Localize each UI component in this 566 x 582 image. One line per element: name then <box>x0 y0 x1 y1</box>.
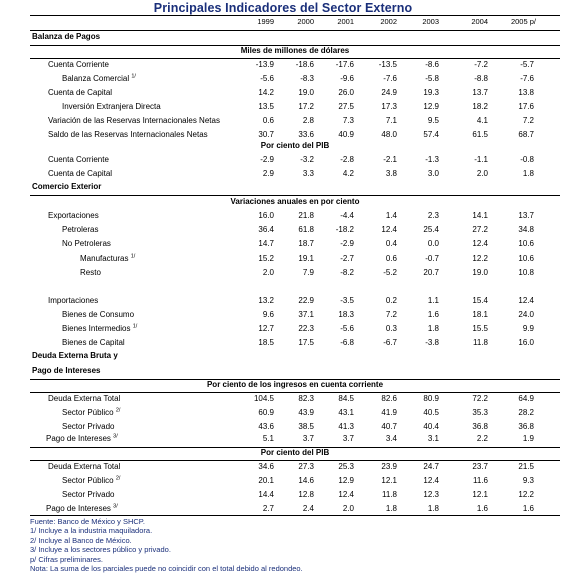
row-label-text: Bienes de Capital <box>62 338 125 347</box>
row-label <box>48 169 112 178</box>
value-cell: 2.0 <box>342 504 354 513</box>
value-cell: 20.1 <box>258 476 274 485</box>
row-label-text: Bienes de Consumo <box>62 310 135 319</box>
value-cell: 16.0 <box>518 338 534 347</box>
row-label <box>62 422 114 431</box>
value-cell: 25.4 <box>423 225 439 234</box>
value-cell: 27.5 <box>338 102 354 111</box>
subheader-ingresos: Por ciento de los ingresos en cuenta corriente <box>206 380 384 389</box>
row-label-text: Cuenta de Capital <box>48 88 113 97</box>
value-cell: 1.9 <box>522 434 534 443</box>
value-cell: 40.5 <box>423 408 439 417</box>
value-cell: 12.4 <box>338 490 354 499</box>
footnote-line: 1/ Incluye a la industria maquiladora. <box>30 526 153 536</box>
value-cell: 9.5 <box>427 116 439 125</box>
value-cell: 64.9 <box>518 394 534 403</box>
value-cell: 22.9 <box>298 296 314 305</box>
row-label <box>62 239 111 248</box>
top-rule <box>30 15 560 16</box>
value-cell: 0.4 <box>385 239 397 248</box>
value-cell: 12.4 <box>518 296 534 305</box>
value-cell: -8.8 <box>474 74 488 83</box>
row-label-text: Resto <box>80 268 101 277</box>
value-cell: 12.9 <box>338 476 354 485</box>
subheader-pib-2: Por ciento del PIB <box>260 448 330 457</box>
value-cell: 18.5 <box>258 338 274 347</box>
row-label <box>62 310 134 319</box>
value-cell: 48.0 <box>381 130 397 139</box>
value-cell: 12.4 <box>381 225 397 234</box>
value-cell: -5.6 <box>340 324 354 333</box>
value-cell: 25.3 <box>338 462 354 471</box>
footnotes <box>30 517 560 573</box>
table-row <box>30 74 560 86</box>
value-cell: -17.6 <box>335 60 354 69</box>
value-cell: 1.8 <box>522 169 534 178</box>
value-cell: 18.7 <box>298 239 314 248</box>
value-cell: -7.6 <box>383 74 397 83</box>
value-cell: 12.9 <box>423 102 439 111</box>
year-header: 2000 <box>297 17 314 26</box>
value-cell: 12.1 <box>381 476 397 485</box>
row-label-text: Petroleras <box>62 225 99 234</box>
value-cell: 43.9 <box>298 408 314 417</box>
value-cell: -18.2 <box>335 225 354 234</box>
value-cell: -3.2 <box>300 155 314 164</box>
row-label-text: Bienes Intermedios <box>62 324 131 333</box>
table-row <box>30 239 560 251</box>
value-cell: 2.0 <box>262 268 274 277</box>
value-cell: 60.9 <box>258 408 274 417</box>
value-cell: 0.0 <box>427 239 439 248</box>
year-header: 2005 p/ <box>510 17 536 26</box>
value-cell: -2.1 <box>383 155 397 164</box>
value-cell: 4.1 <box>476 116 488 125</box>
value-cell: 11.6 <box>473 476 488 485</box>
table-row <box>30 60 560 72</box>
year-header: 1999 <box>257 17 274 26</box>
value-cell: 2.2 <box>476 434 488 443</box>
value-cell: 2.4 <box>302 504 314 513</box>
table-row <box>30 324 560 336</box>
value-cell: 4.2 <box>342 169 354 178</box>
table-row <box>30 254 560 266</box>
value-cell: 1.8 <box>427 504 439 513</box>
value-cell: -6.8 <box>340 338 354 347</box>
table-row <box>30 394 560 406</box>
section-pago-de-intereses: Pago de Intereses <box>32 366 101 375</box>
value-cell: 28.2 <box>518 408 534 417</box>
value-cell: 7.9 <box>302 268 314 277</box>
value-cell: 14.2 <box>258 88 274 97</box>
year-header-row <box>30 17 560 29</box>
row-label <box>48 116 220 125</box>
footnote-ref: 3/ <box>113 433 118 440</box>
value-cell: 12.4 <box>423 476 439 485</box>
value-cell: 7.3 <box>342 116 354 125</box>
value-cell: 12.2 <box>472 254 488 263</box>
row-label-text: Cuenta Corriente <box>48 155 109 164</box>
value-cell: 0.3 <box>385 324 397 333</box>
page-title: Principales Indicadores del Sector Externo <box>153 1 413 15</box>
value-cell: 17.6 <box>518 102 534 111</box>
value-cell: 15.5 <box>472 324 488 333</box>
value-cell: 43.1 <box>338 408 354 417</box>
value-cell: 27.3 <box>298 462 314 471</box>
value-cell: -2.9 <box>340 239 354 248</box>
table-row <box>30 296 560 308</box>
section-rule <box>30 195 560 196</box>
value-cell: 9.6 <box>262 310 274 319</box>
value-cell: 13.8 <box>518 88 534 97</box>
value-cell: 13.7 <box>472 88 488 97</box>
section-comercio-exterior: Comercio Exterior <box>32 182 102 191</box>
value-cell: 11.8 <box>382 490 397 499</box>
row-label <box>62 338 125 347</box>
value-cell: 17.3 <box>381 102 397 111</box>
year-header: 2003 <box>422 17 439 26</box>
value-cell: 41.3 <box>338 422 354 431</box>
value-cell: 18.3 <box>338 310 354 319</box>
row-label-text: No Petroleras <box>62 239 111 248</box>
value-cell: 12.3 <box>423 490 439 499</box>
value-cell: -3.8 <box>425 338 439 347</box>
subheader-pib-1: Por ciento del PIB <box>260 141 330 150</box>
value-cell: 12.8 <box>298 490 314 499</box>
value-cell: 2.8 <box>302 116 314 125</box>
row-label-text: Importaciones <box>48 296 99 305</box>
value-cell: 12.4 <box>472 239 488 248</box>
value-cell: 7.1 <box>385 116 397 125</box>
value-cell: -2.7 <box>340 254 354 263</box>
value-cell: 40.4 <box>423 422 439 431</box>
value-cell: 10.8 <box>518 268 534 277</box>
value-cell: 18.2 <box>472 102 488 111</box>
row-label <box>48 211 99 220</box>
value-cell: 36.8 <box>472 422 488 431</box>
footnote-line: 2/ Incluye al Banco de México. <box>30 535 132 545</box>
value-cell: 37.1 <box>298 310 314 319</box>
value-cell: 3.8 <box>385 169 397 178</box>
value-cell: 24.9 <box>381 88 397 97</box>
row-label-text: Exportaciones <box>48 211 99 220</box>
subheader-rule <box>30 58 560 59</box>
value-cell: 40.9 <box>338 130 354 139</box>
value-cell: 104.5 <box>253 394 274 403</box>
table-row <box>30 211 560 223</box>
value-cell: 2.0 <box>476 169 488 178</box>
value-cell: 23.7 <box>472 462 488 471</box>
row-label <box>46 504 118 513</box>
row-label <box>48 462 120 471</box>
row-label <box>62 225 98 234</box>
header-rule <box>30 30 560 31</box>
table-row <box>30 225 560 237</box>
value-cell: 82.6 <box>381 394 397 403</box>
value-cell: 19.3 <box>423 88 439 97</box>
row-label <box>46 434 118 443</box>
row-label <box>62 476 120 485</box>
row-label-text: Manufacturas <box>80 254 129 263</box>
value-cell: 27.2 <box>472 225 488 234</box>
value-cell: 15.4 <box>472 296 488 305</box>
table-row <box>30 268 560 280</box>
value-cell: 24.0 <box>518 310 534 319</box>
value-cell: -7.2 <box>474 60 488 69</box>
footnote-ref: 1/ <box>130 253 136 260</box>
row-label <box>48 394 120 403</box>
value-cell: 13.7 <box>518 211 534 220</box>
value-cell: 14.6 <box>298 476 314 485</box>
table-row <box>30 408 560 420</box>
subheader-variaciones: Variaciones anuales en por ciento <box>230 197 360 206</box>
table-row <box>30 476 560 488</box>
row-label <box>80 268 101 277</box>
table-row <box>30 102 560 114</box>
value-cell: 10.6 <box>518 239 534 248</box>
value-cell: -2.8 <box>340 155 354 164</box>
value-cell: 3.3 <box>302 169 314 178</box>
value-cell: 1.6 <box>427 310 439 319</box>
table-row <box>30 338 560 350</box>
row-label <box>48 130 208 139</box>
value-cell: 3.1 <box>427 434 439 443</box>
value-cell: 3.7 <box>342 434 354 443</box>
row-label-text: Sector Público <box>62 476 114 485</box>
table-row <box>30 88 560 100</box>
table-row <box>30 504 560 516</box>
row-label-text: Sector Privado <box>62 422 115 431</box>
value-cell: 26.0 <box>338 88 354 97</box>
value-cell: 9.3 <box>522 476 534 485</box>
value-cell: 0.2 <box>385 296 397 305</box>
row-label <box>48 155 109 164</box>
value-cell: 1.6 <box>522 504 534 513</box>
value-cell: 20.7 <box>423 268 439 277</box>
row-label-text: Variación de las Reservas Internacionales Netas <box>48 116 220 125</box>
table-row <box>30 169 560 181</box>
value-cell: 3.0 <box>427 169 439 178</box>
value-cell: 0.6 <box>385 254 397 263</box>
value-cell: 1.1 <box>427 296 439 305</box>
value-cell: 10.6 <box>518 254 534 263</box>
footnote-line: Fuente: Banco de México y SHCP. <box>30 517 145 526</box>
value-cell: 7.2 <box>522 116 534 125</box>
table-row <box>30 434 560 446</box>
value-cell: -8.6 <box>425 60 439 69</box>
value-cell: 18.1 <box>472 310 488 319</box>
value-cell: 57.4 <box>423 130 439 139</box>
value-cell: 14.7 <box>258 239 274 248</box>
value-cell: 3.4 <box>385 434 397 443</box>
value-cell: 36.4 <box>258 225 274 234</box>
row-label <box>62 74 136 83</box>
footnote-line: 3/ Incluye a los sectores público y privado. <box>30 545 171 555</box>
value-cell: -5.8 <box>425 74 439 83</box>
row-label <box>48 296 98 305</box>
value-cell: 82.3 <box>298 394 314 403</box>
value-cell: 23.9 <box>381 462 397 471</box>
value-cell: -8.2 <box>340 268 354 277</box>
value-cell: 2.9 <box>262 169 274 178</box>
row-label-text: Deuda Externa Total <box>48 462 121 471</box>
value-cell: 15.2 <box>258 254 274 263</box>
row-label-text: Saldo de las Reservas Internacionales Netas <box>48 130 208 139</box>
value-cell: 13.2 <box>258 296 274 305</box>
row-label-text: Pago de Intereses <box>46 434 111 443</box>
row-label-text: Sector Privado <box>62 490 115 499</box>
value-cell: 1.4 <box>385 211 397 220</box>
row-label-text: Pago de Intereses <box>46 504 111 513</box>
section-balanza-de-pagos: Balanza de Pagos <box>32 32 101 41</box>
value-cell: -0.7 <box>425 254 439 263</box>
value-cell: 72.2 <box>472 394 488 403</box>
value-cell: 14.1 <box>472 211 488 220</box>
value-cell: 24.7 <box>423 462 439 471</box>
value-cell: -5.7 <box>520 60 534 69</box>
footnote-ref: 3/ <box>113 503 118 510</box>
row-label-text: Sector Público <box>62 408 114 417</box>
value-cell: 1.6 <box>476 504 488 513</box>
year-header: 2004 <box>471 17 488 26</box>
footnote-ref: 2/ <box>115 475 121 482</box>
value-cell: 43.6 <box>258 422 274 431</box>
value-cell: 30.7 <box>258 130 274 139</box>
subheader-rule <box>30 460 560 461</box>
value-cell: -5.6 <box>260 74 274 83</box>
value-cell: -5.2 <box>383 268 397 277</box>
table-row <box>30 422 560 434</box>
table-row <box>30 310 560 322</box>
table-row <box>30 155 560 167</box>
value-cell: 2.7 <box>262 504 274 513</box>
row-label-text: Cuenta de Capital <box>48 169 113 178</box>
table-row <box>30 130 560 142</box>
value-cell: 1.8 <box>427 324 439 333</box>
value-cell: 19.1 <box>298 254 314 263</box>
year-header: 2002 <box>380 17 397 26</box>
value-cell: -2.9 <box>260 155 274 164</box>
value-cell: 16.0 <box>258 211 274 220</box>
value-cell: 21.8 <box>298 211 314 220</box>
footnote-line: Nota: La suma de los parciales puede no coincidir con el total debido al redondeo. <box>30 564 303 574</box>
value-cell: 34.6 <box>258 462 274 471</box>
table-row <box>30 462 560 474</box>
row-label-text: Deuda Externa Total <box>48 394 121 403</box>
value-cell: -0.8 <box>520 155 534 164</box>
value-cell: 41.9 <box>381 408 397 417</box>
year-header: 2001 <box>337 17 354 26</box>
value-cell: -3.5 <box>340 296 354 305</box>
value-cell: 61.5 <box>472 130 488 139</box>
subheader-miles-de-millones: Miles de millones de dólares <box>240 46 350 55</box>
value-cell: 17.5 <box>298 338 314 347</box>
value-cell: 9.9 <box>522 324 534 333</box>
value-cell: -1.3 <box>425 155 439 164</box>
value-cell: 5.1 <box>262 434 274 443</box>
section-deuda-externa: Deuda Externa Bruta y <box>32 351 118 360</box>
value-cell: -13.9 <box>255 60 274 69</box>
table-row <box>30 116 560 128</box>
value-cell: 34.8 <box>518 225 534 234</box>
value-cell: 22.3 <box>298 324 314 333</box>
value-cell: 33.6 <box>298 130 314 139</box>
value-cell: 1.8 <box>385 504 397 513</box>
value-cell: 0.6 <box>262 116 274 125</box>
row-label <box>62 102 161 111</box>
row-label <box>48 88 112 97</box>
value-cell: 40.7 <box>381 422 397 431</box>
value-cell: 61.8 <box>298 225 314 234</box>
row-label <box>48 60 109 69</box>
value-cell: -9.6 <box>340 74 354 83</box>
footnote-ref: 2/ <box>115 407 121 414</box>
value-cell: 19.0 <box>298 88 314 97</box>
value-cell: 84.5 <box>338 394 354 403</box>
value-cell: 7.2 <box>385 310 397 319</box>
footnote-ref: 1/ <box>132 323 138 330</box>
subheader-rule <box>30 392 560 393</box>
value-cell: 38.5 <box>298 422 314 431</box>
value-cell: -4.4 <box>340 211 354 220</box>
value-cell: 17.2 <box>298 102 314 111</box>
footnote-line: p/ Cifras preliminares. <box>30 554 103 564</box>
row-label <box>62 490 114 499</box>
row-label <box>62 324 137 333</box>
row-label-text: Inversión Extranjera Directa <box>62 102 161 111</box>
value-cell: 19.0 <box>472 268 488 277</box>
value-cell: -13.5 <box>378 60 397 69</box>
value-cell: 14.4 <box>258 490 274 499</box>
row-label-text: Balanza Comercial <box>62 74 130 83</box>
value-cell: 35.3 <box>472 408 488 417</box>
value-cell: 2.3 <box>427 211 439 220</box>
value-cell: 36.8 <box>518 422 534 431</box>
footnote-ref: 1/ <box>131 73 136 80</box>
row-label-text: Cuenta Corriente <box>48 60 109 69</box>
value-cell: 11.8 <box>473 338 488 347</box>
row-label <box>62 408 120 417</box>
value-cell: 12.7 <box>258 324 274 333</box>
value-cell: 13.5 <box>258 102 274 111</box>
value-cell: 80.9 <box>423 394 439 403</box>
value-cell: 3.7 <box>302 434 314 443</box>
row-label <box>80 254 135 263</box>
value-cell: -7.6 <box>520 74 534 83</box>
table-row <box>30 490 560 502</box>
value-cell: -1.1 <box>474 155 488 164</box>
value-cell: -6.7 <box>383 338 397 347</box>
value-cell: -8.3 <box>300 74 314 83</box>
value-cell: 12.1 <box>472 490 488 499</box>
value-cell: -18.6 <box>295 60 314 69</box>
value-cell: 12.2 <box>518 490 534 499</box>
value-cell: 21.5 <box>518 462 534 471</box>
value-cell: 68.7 <box>518 130 534 139</box>
